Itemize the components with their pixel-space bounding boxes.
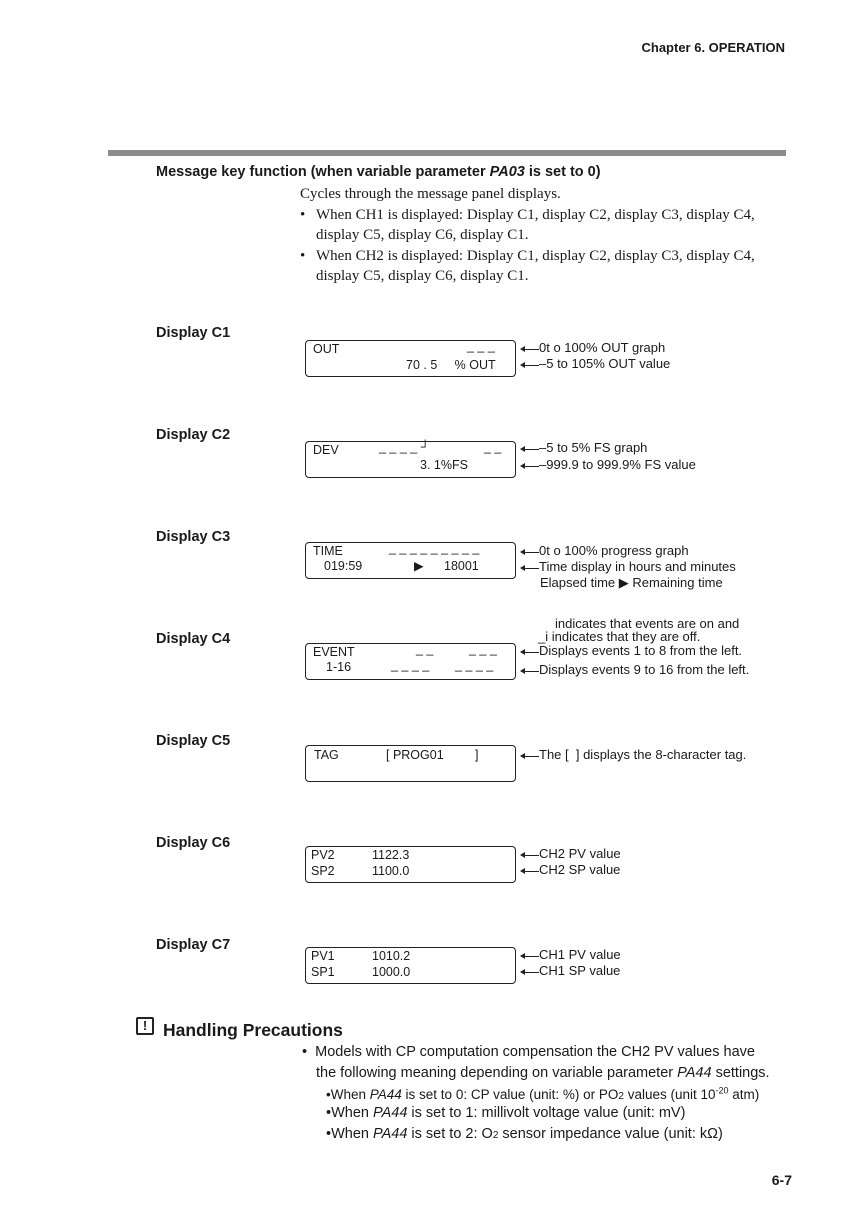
- section-intro: [300, 184, 770, 287]
- event-bars: _ _ _ _: [455, 658, 494, 672]
- play-arrow-icon: ▶: [618, 575, 629, 590]
- arrow-left-icon: [520, 547, 539, 557]
- annotation-text: CH1 SP value: [539, 963, 621, 978]
- precaution-text: Models with CP computation compensation the CH2 PV values have: [315, 1044, 755, 1060]
- display-c6-label: Display C6: [156, 835, 231, 851]
- display-c1-panel: [305, 340, 516, 377]
- param-name: PA44: [373, 1105, 408, 1121]
- param-name: PA44: [373, 1126, 408, 1142]
- arrow-left-icon: [520, 344, 539, 354]
- tag-value: [ PROG01: [386, 748, 444, 762]
- note-text: Remaining time: [628, 575, 723, 590]
- bullet-text-cont: display C5, display C6, display C1.: [316, 227, 529, 243]
- arrow-left-icon: [520, 563, 539, 573]
- display-c3-panel: [305, 542, 516, 579]
- progress-graph-bar: _ _ _ _ _ _ _ _ _: [389, 541, 480, 555]
- annotation: [520, 440, 647, 455]
- panel-text: TIME: [313, 544, 343, 558]
- bullet-text-cont: display C5, display C6, display C1.: [316, 268, 529, 284]
- annotation-text: 0t o 100% OUT graph: [539, 340, 666, 355]
- param-name: PA44: [677, 1065, 712, 1081]
- annotation-text: Displays events 1 to 8 from the left.: [539, 643, 743, 658]
- out-value: 70 . 5 % OUT: [406, 358, 496, 372]
- annotation-text: Displays events 9 to 16 from the left.: [539, 662, 750, 677]
- bullet-mark: •: [326, 1086, 331, 1102]
- bullet-mark: •: [302, 1044, 308, 1060]
- annotation: [520, 543, 689, 558]
- subscript: 2: [618, 1090, 624, 1102]
- display-c6-panel: [305, 846, 516, 883]
- annotation: [520, 862, 620, 877]
- pv-value: 1122.3: [372, 848, 410, 862]
- intro-text: Cycles through the message panel displays.: [300, 186, 561, 202]
- panel-text: OUT: [313, 342, 340, 356]
- display-c7-panel: [305, 947, 516, 984]
- arrow-left-icon: [520, 461, 539, 471]
- precaution-sub-item: [326, 1126, 723, 1142]
- elapsed-time: 019:59: [324, 559, 363, 573]
- page-number: 6-7: [771, 1172, 792, 1188]
- subscript: 2: [492, 1130, 499, 1141]
- warning-icon: !: [136, 1017, 154, 1035]
- annotation: [520, 356, 670, 371]
- note-text: Elapsed time: [540, 575, 619, 590]
- sub-text: is set to 2: O: [407, 1126, 493, 1142]
- annotation: [520, 559, 736, 574]
- list-item: [300, 246, 770, 287]
- panel-text: EVENT: [313, 645, 355, 659]
- remaining-time: 18001: [444, 559, 479, 573]
- annotation: [520, 340, 665, 355]
- sub-text: sensor impedance value (unit: kΩ): [498, 1126, 723, 1142]
- panel-text: SP1: [311, 965, 335, 979]
- annotation-text: 0t o 100% progress graph: [539, 543, 689, 558]
- display-c5-panel: [305, 745, 516, 782]
- dev-graph-bar: _ _ _ _ ┘: [379, 440, 430, 454]
- display-c2-label: Display C2: [156, 427, 231, 443]
- sub-text: values (unit 10: [623, 1086, 716, 1102]
- section-title-prefix: Message key function (when variable parameter: [156, 164, 490, 180]
- annotation-text: Time display in hours and minutes: [539, 559, 736, 574]
- panel-text: DEV: [313, 443, 339, 457]
- panel-text: PV2: [311, 848, 335, 862]
- event-bars: _ _: [416, 642, 434, 656]
- event-note: indicates that events are on and: [555, 616, 740, 631]
- display-c5-label: Display C5: [156, 733, 231, 749]
- bullet-text: When CH1 is displayed: Display C1, display C2, display C3, display C4,: [316, 206, 755, 223]
- param-name: PA44: [369, 1086, 402, 1102]
- dev-graph-bar: _ _: [484, 440, 502, 454]
- sub-text: is set to 0: CP value (unit: %) or PO: [401, 1086, 619, 1102]
- panel-text: 1-16: [326, 660, 352, 674]
- annotation-text: CH1 PV value: [539, 947, 621, 962]
- annotation-text: The [ ] displays the 8-character tag.: [539, 747, 747, 762]
- arrow-left-icon: [520, 751, 539, 761]
- sub-text: is set to 1: millivolt voltage value (unit: mV): [407, 1105, 686, 1121]
- precaution-text: the following meaning depending on variable parameter: [316, 1065, 678, 1081]
- precaution-sub-item: [326, 1105, 685, 1121]
- precaution-text: settings.: [711, 1065, 770, 1081]
- arrow-left-icon: [520, 967, 539, 977]
- bullet-text: When CH2 is displayed: Display C1, display C2, display C3, display C4,: [316, 247, 755, 264]
- section-title: [156, 164, 601, 180]
- event-note: _i indicates that they are off.: [538, 629, 701, 644]
- arrow-left-icon: [520, 850, 539, 860]
- annotation: [520, 662, 749, 677]
- panel-text: SP2: [311, 864, 335, 878]
- bullet-mark: •: [326, 1105, 332, 1121]
- annotation: [520, 747, 746, 762]
- pv-value: 1010.2: [372, 949, 411, 963]
- annotation: [520, 947, 621, 962]
- sub-text: When: [331, 1126, 373, 1142]
- bullet-mark: •: [300, 247, 306, 264]
- annotation: [520, 643, 742, 658]
- annotation-text: –5 to 105% OUT value: [539, 356, 671, 371]
- arrow-left-icon: [520, 666, 539, 676]
- precaution-line: [316, 1065, 770, 1081]
- chapter-header: Chapter 6. OPERATION: [641, 40, 785, 55]
- display-c1-label: Display C1: [156, 325, 231, 341]
- precautions-title: Handling Precautions: [163, 1020, 343, 1040]
- arrow-left-icon: [520, 866, 539, 876]
- event-bars: _ _ _: [469, 642, 497, 656]
- annotation: [520, 846, 621, 861]
- dev-value: 3. 1%FS: [420, 458, 468, 472]
- display-c7-label: Display C7: [156, 937, 231, 953]
- annotation-text: CH2 PV value: [539, 846, 621, 861]
- event-bars: _ _ _ _: [391, 658, 430, 672]
- sp-value: 1100.0: [372, 864, 410, 878]
- precaution-sub-item: [326, 1085, 759, 1103]
- tag-bracket: ]: [475, 748, 479, 762]
- annotation: [520, 963, 620, 978]
- arrow-left-icon: [520, 360, 539, 370]
- display-c3-label: Display C3: [156, 529, 231, 545]
- sub-text: When: [330, 1086, 370, 1102]
- annotation-text: –5 to 5% FS graph: [539, 440, 648, 455]
- display-c2-panel: [305, 441, 516, 478]
- play-arrow-icon: ▶: [414, 559, 424, 573]
- annotation-text: –999.9 to 999.9% FS value: [539, 457, 696, 472]
- sub-text: When: [331, 1105, 373, 1121]
- sub-text: atm): [728, 1086, 760, 1102]
- bullet-mark: •: [300, 206, 306, 223]
- sp-value: 1000.0: [372, 965, 411, 979]
- out-graph-bar: _ _ _: [467, 339, 495, 353]
- superscript: -20: [715, 1085, 729, 1095]
- annotation: [520, 457, 696, 472]
- display-c4-label: Display C4: [156, 631, 231, 647]
- time-note: [540, 575, 723, 591]
- display-c4-panel: [305, 643, 516, 680]
- section-rule: [108, 150, 786, 156]
- arrow-left-icon: [520, 647, 539, 657]
- annotation-text: CH2 SP value: [539, 862, 621, 877]
- panel-text: PV1: [311, 949, 335, 963]
- panel-text: TAG: [314, 748, 339, 762]
- section-title-suffix: is set to 0): [524, 164, 601, 180]
- list-item: [300, 205, 770, 246]
- bullet-mark: •: [326, 1126, 332, 1142]
- arrow-left-icon: [520, 444, 539, 454]
- precaution-line: [302, 1044, 755, 1060]
- arrow-left-icon: [520, 951, 539, 961]
- section-title-param: PA03: [489, 164, 525, 180]
